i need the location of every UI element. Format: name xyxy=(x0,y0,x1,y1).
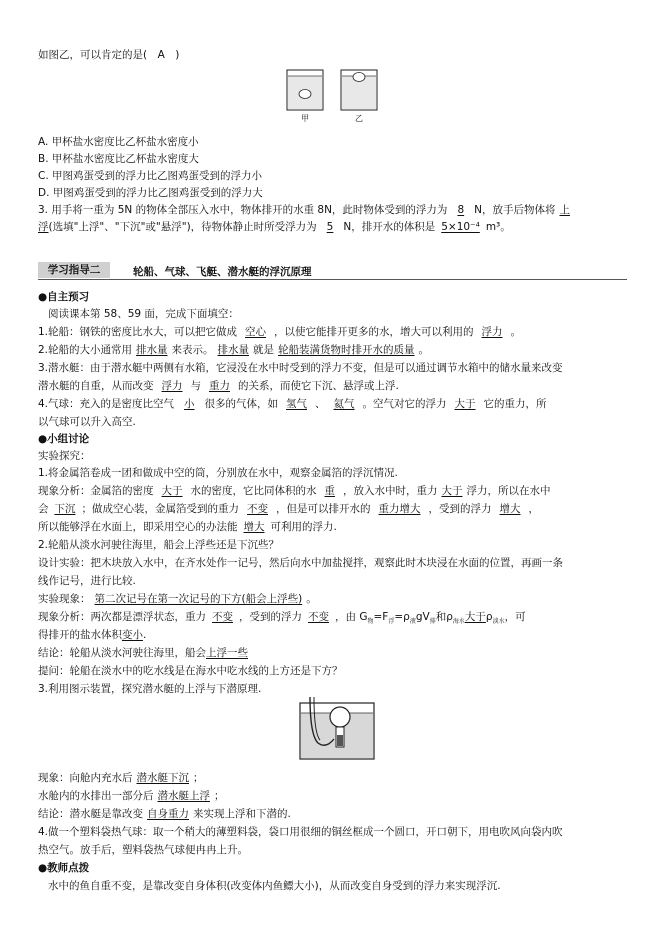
conclusion-2: 结论：潜水艇是靠改变 自身重力 来实现上浮和下潜的. xyxy=(38,808,291,820)
zizhu-line3b: 潜水艇的自重，从而改变 浮力 与 重力 的关系，而使它下沉、悬浮或上浮. xyxy=(38,380,399,392)
conclusion-1: 结论：轮船从淡水河驶往海里，船会上浮一些 xyxy=(38,647,248,659)
exp-4-line1: 4.做一个塑料袋热气球：取一个稍大的薄塑料袋，袋口用很细的铜丝框成一个圆口，开口朝下，用电吹风向袋内吹 xyxy=(38,826,563,838)
phenomenon: 实验现象： 第二次记号在第一次记号的下方(船会上浮些) 。 xyxy=(38,593,317,605)
question-3-line1: 3. 用手将一重为 5N 的物体全部压入水中，物体排开的水重 8N，此时物体受到的浮力为 8 N，放手后物体将 上 xyxy=(38,204,570,216)
option-a: A. 甲杯盐水密度比乙杯盐水密度小 xyxy=(38,136,199,148)
section-tag: 学习指导二 xyxy=(38,262,110,278)
option-d: D. 甲图鸡蛋受到的浮力比乙图鸡蛋受到的浮力大 xyxy=(38,187,263,199)
obs-1: 现象：向舱内充水后 潜水艇下沉 ； xyxy=(38,772,204,784)
exp-2: 2.轮船从淡水河驶往海里，船会上浮些还是下沉些？ xyxy=(38,539,280,551)
option-b: B. 甲杯盐水密度比乙杯盐水密度大 xyxy=(38,153,199,165)
zizhu-line3: 3.潜水艇：由于潜水艇中两侧有水箱，它浸没在水中时受到的浮力不变，但是可以通过调节水箱中的储水量来改变 xyxy=(38,362,563,374)
design-2: 线作记号，进行比较. xyxy=(38,575,136,587)
phen-analysis-2: 得排开的盐水体积变小. xyxy=(38,629,147,641)
zizhu-intro: 阅读课本第 58、59 面，完成下面填空： xyxy=(48,308,239,320)
analysis-2: 会 下沉 ；做成空心装，金属箔受到的重力 不变 ，但是可以排开水的 重力增大 ，受到的浮力 增大 ， xyxy=(38,503,539,515)
design-1: 设计实验：把木块放入水中，在齐水处作一记号，然后向水中加盐搅拌，观察此时木块浸在水面的位置，再画一条 xyxy=(38,557,563,569)
question: 提问：轮船在淡水中的吃水线是在海水中吃水线的上方还是下方？ xyxy=(38,665,343,677)
exp-1: 1.将金属箔卷成一团和做成中空的筒，分别放在水中，观察金属箔的浮沉情况. xyxy=(38,467,398,479)
label-yi: 乙 xyxy=(355,114,363,123)
exp-label: 实验探究： xyxy=(38,450,91,462)
heading-xiaozu: ●小组讨论 xyxy=(38,433,90,445)
exp-3: 3.利用图示装置，探究潜水艇的上浮与下潜原理. xyxy=(38,683,262,695)
question-3-line2: 浮(选填"上浮"、"下沉"或"悬浮")，待物体静止时所受浮力为 5 N，排开水的体积是 5×10⁻⁴ m³。 xyxy=(38,221,511,233)
section-title: 轮船、气球、飞艇、潜水艇的浮沉原理 xyxy=(133,266,312,278)
zizhu-line2: 2.轮船的大小通常用 排水量 来表示。 排水量 就是 轮船装满货物时排开水的质量 。 xyxy=(38,344,430,356)
teacher-tip: 水中的鱼自重不变，是靠改变自身体积(改变体内鱼鳔大小)，从而改变自身受到的浮力来实现浮沉. xyxy=(48,880,501,892)
analysis-3: 所以能够浮在水面上，即采用空心的办法能 增大 可利用的浮力. xyxy=(38,521,337,533)
option-c: C. 甲图鸡蛋受到的浮力比乙图鸡蛋受到的浮力小 xyxy=(38,170,263,182)
analysis-1: 现象分析：金属箔的密度 大于 水的密度，它比同体积的水 重 ，放入水中时，重力 大于 浮力，所以在水中 xyxy=(38,485,551,497)
zizhu-line1: 1.轮船：钢铁的密度比水大，可以把它做成 空心 ，以使它能排开更多的水，增大可以利用的 浮力 。 xyxy=(38,326,522,338)
heading-zizhu: ●自主预习 xyxy=(38,291,90,303)
phen-analysis-1: 现象分析：两次都是漂浮状态，重力 不变 ，受到的浮力 不变 ，由 $G_物=F_浮=\rho_液gV_排$和$\rho_{海水}$大于$\rho_{淡水}$，可 xyxy=(38,611,526,626)
heading-teacher: ●教师点拨 xyxy=(38,862,90,874)
submarine-apparatus-figure xyxy=(296,695,378,767)
beaker-figure xyxy=(283,66,383,128)
section-divider xyxy=(38,279,627,280)
exp-4-line2: 热空气。放手后，塑料袋热气球便冉冉上升。 xyxy=(38,844,248,856)
zizhu-line4b: 以气球可以升入高空. xyxy=(38,416,136,428)
question-stem: 如图乙，可以肯定的是( A ) xyxy=(38,49,180,61)
obs-2: 水舱内的水排出一部分后 潜水艇上浮 ； xyxy=(38,790,225,802)
zizhu-line4: 4.气球：充入的是密度比空气 小 很多的气体，如 氢气 、 氦气 。空气对它的浮力 大于 它的重力，所 xyxy=(38,398,547,410)
label-jia: 甲 xyxy=(301,114,309,123)
